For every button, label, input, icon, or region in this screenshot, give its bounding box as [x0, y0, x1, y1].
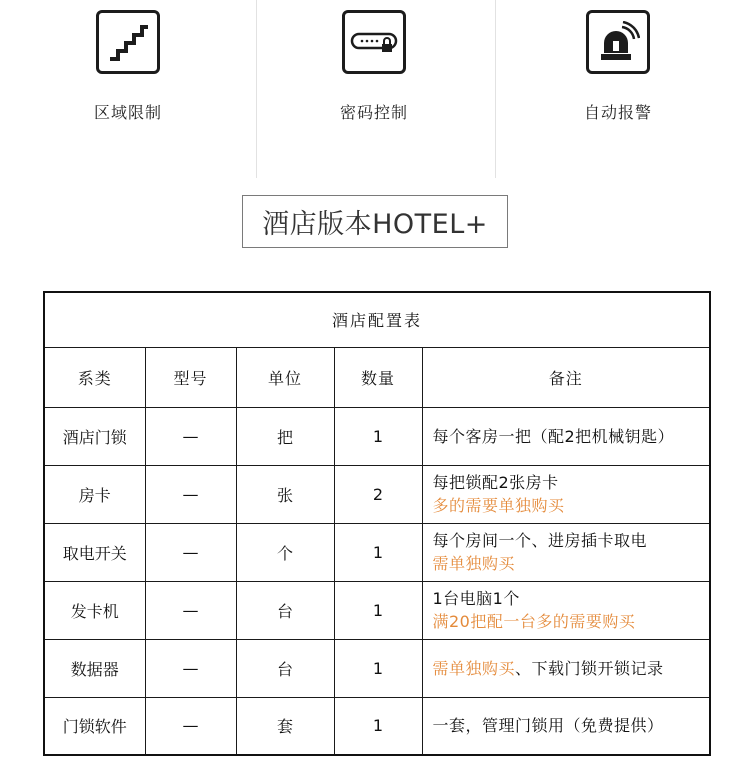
cell-model: —: [145, 407, 236, 465]
column-header: 型号: [145, 347, 236, 407]
column-header: 单位: [236, 347, 334, 407]
note-text: 每把锁配2张房卡: [432, 473, 559, 492]
column-header: 系类: [44, 347, 145, 407]
table-row: [44, 465, 710, 523]
cell-note: [422, 407, 710, 465]
feature-label: 区域限制: [93, 103, 162, 122]
cell-qty: 1: [334, 407, 422, 465]
cell-qty: 1: [334, 697, 422, 755]
cell-unit: 套: [236, 697, 334, 755]
cell-unit: 把: [236, 407, 334, 465]
cell-qty: 2: [334, 465, 422, 523]
table-header-row: [44, 347, 710, 407]
cell-unit: 台: [236, 639, 334, 697]
table-row: [44, 697, 710, 755]
cell-name: 房卡: [44, 465, 145, 523]
cell-qty: 1: [334, 523, 422, 581]
table-row: [44, 639, 710, 697]
cell-model: —: [145, 639, 236, 697]
note-highlight: 多的需要单独购买: [432, 496, 565, 515]
cell-note: [422, 639, 710, 697]
table-row: [44, 523, 710, 581]
feature-auto-alarm: [528, 10, 708, 123]
cell-note: [422, 581, 710, 639]
table-row: [44, 581, 710, 639]
note-highlight: 需单独购买: [432, 658, 516, 678]
stairs-icon: [96, 10, 160, 74]
column-header: 备注: [422, 347, 710, 407]
cell-name: 数据器: [44, 639, 145, 697]
cell-qty: 1: [334, 581, 422, 639]
alarm-siren-icon: [586, 10, 650, 74]
feature-area-limit: [38, 10, 218, 123]
config-table: [43, 291, 711, 756]
note-text: 一套，管理门锁用（免费提供）: [432, 716, 664, 736]
cell-name: 酒店门锁: [44, 407, 145, 465]
divider: [256, 0, 257, 178]
cell-model: —: [145, 697, 236, 755]
feature-label: 密码控制: [339, 103, 408, 122]
cell-qty: 1: [334, 639, 422, 697]
keycard-lock-icon: [342, 10, 406, 74]
note-text: 每个客房一把（配2把机械钥匙）: [432, 426, 675, 446]
note-text: 每个房间一个、进房插卡取电: [432, 531, 648, 550]
note-text: 1台电脑1个: [432, 589, 520, 608]
note-highlight: 需单独购买: [432, 554, 516, 573]
note-text: 、下载门锁开锁记录: [515, 658, 664, 678]
table-row: [44, 407, 710, 465]
cell-note: [422, 465, 710, 523]
note-highlight: 满20把配一台多的需要购买: [432, 612, 636, 631]
cell-note: [422, 523, 710, 581]
divider: [495, 0, 496, 178]
feature-password-control: [284, 10, 464, 123]
cell-unit: 张: [236, 465, 334, 523]
cell-unit: 个: [236, 523, 334, 581]
cell-model: —: [145, 523, 236, 581]
feature-label: 自动报警: [583, 103, 652, 122]
cell-name: 发卡机: [44, 581, 145, 639]
table-title: 酒店配置表: [44, 292, 710, 347]
feature-strip: [0, 0, 750, 180]
cell-note: [422, 697, 710, 755]
version-label: 酒店版本HOTEL+: [242, 195, 508, 248]
column-header: 数量: [334, 347, 422, 407]
cell-name: 门锁软件: [44, 697, 145, 755]
cell-model: —: [145, 581, 236, 639]
cell-name: 取电开关: [44, 523, 145, 581]
cell-unit: 台: [236, 581, 334, 639]
cell-model: —: [145, 465, 236, 523]
